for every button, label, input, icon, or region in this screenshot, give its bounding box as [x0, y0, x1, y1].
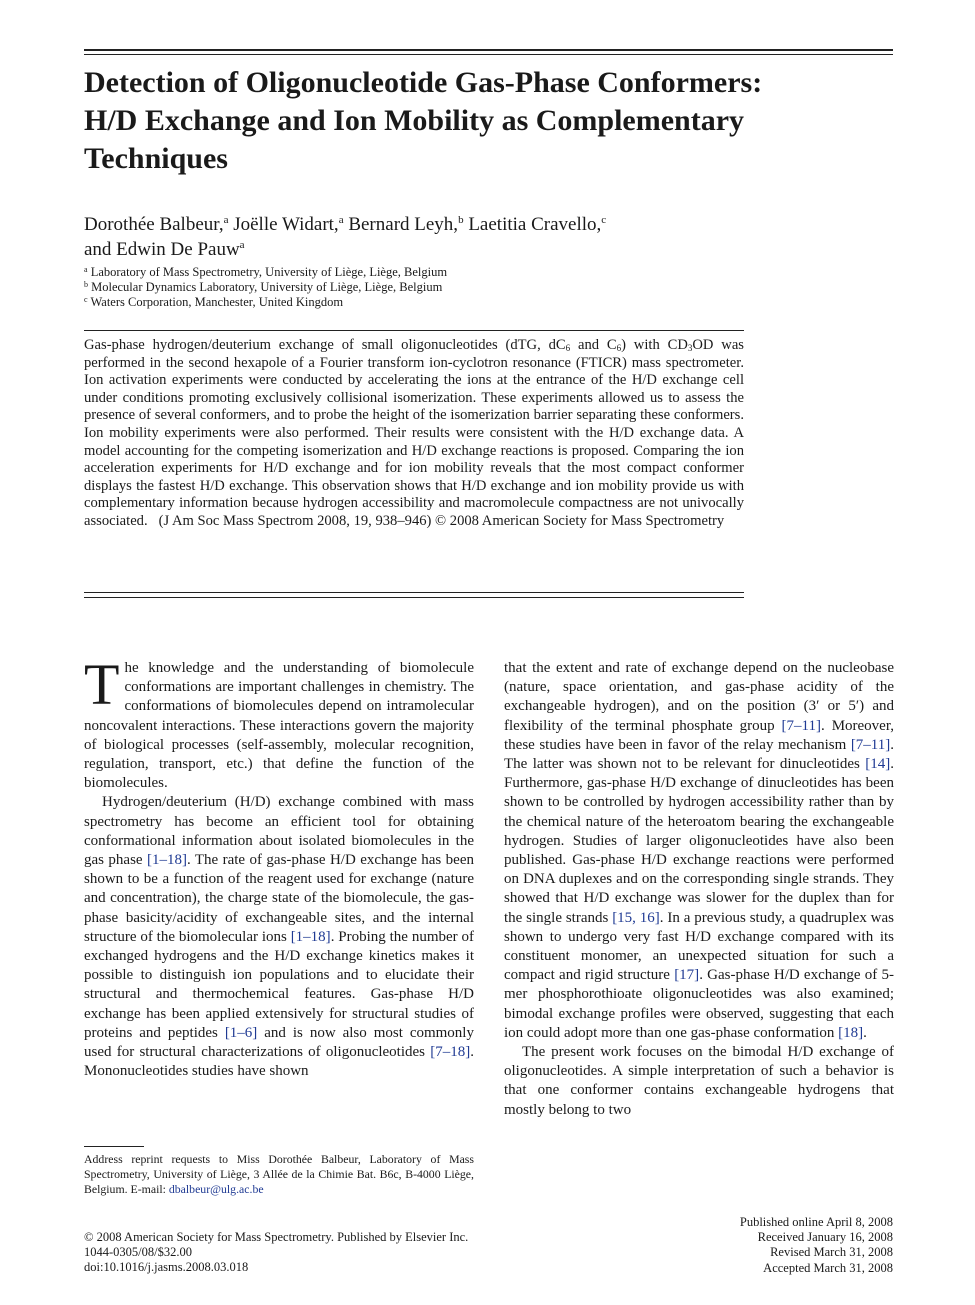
email-link[interactable]: dbalbeur@ulg.ac.be	[168, 1182, 264, 1197]
footnote-rule	[84, 1146, 144, 1147]
affiliation	[84, 295, 684, 310]
author-name: Laetitia Cravello,	[468, 214, 602, 235]
affiliation-text: Laboratory of Mass Spectrometry, University of Liège, Liège, Belgium	[90, 265, 448, 279]
footnote-text: Address reprint requests to Miss Dorothée Balbeur, Laboratory of Mass Spectrometry, University of Liège, 3 Allée de la Chimie Bat. B6c, B-4000 Liège, Belgium. E-mail:	[84, 1152, 474, 1197]
author-affiliation-mark: a	[338, 214, 344, 226]
author-affiliation-mark: a	[239, 239, 245, 251]
paragraph-text: . Gas-phase H/D exchange of 5-mer phosphorothioate oligonucleotides was also examined; bimodal exchange profiles were observed, suggesting that each ion could adopt more than one gas-phase conformation	[504, 967, 894, 1041]
citation-link[interactable]: [7–18]	[430, 1044, 471, 1061]
date-revised: Revised March 31, 2008	[770, 1245, 893, 1260]
article-dates	[600, 1215, 893, 1276]
paragraph-text: . In a previous study, a quadruplex was shown to undergo very fast H/D exchange compared with its constituent monomer, an unexpected situation for such a compact and rigid structure	[504, 909, 894, 984]
author-affiliation-mark: c	[601, 214, 607, 226]
abstract	[84, 337, 744, 531]
header-rule-top	[84, 49, 893, 51]
affiliation-text: Waters Corporation, Manchester, United Kingdom	[90, 295, 344, 309]
copyright-line: © 2008 American Society for Mass Spectrometry. Published by Elsevier Inc.	[84, 1230, 469, 1244]
subscript: 6	[565, 343, 571, 353]
paragraph-text: Hydrogen/deuterium (H/D) exchange combined with mass spectrometry has become an efficient tool for obtaining conformational information about isolated biomolecules in the gas phase	[84, 794, 474, 869]
author-name: and Edwin De Pauw	[84, 239, 240, 260]
paragraph	[504, 1043, 894, 1120]
affiliation-mark: b	[84, 280, 88, 289]
abstract-rule-top	[84, 330, 744, 331]
date-accepted: Accepted March 31, 2008	[763, 1260, 893, 1275]
citation-link[interactable]: [15, 16]	[612, 909, 660, 926]
paragraph-text: that the extent and rate of exchange depend on the nucleobase (nature, space orientation, and gas-phase acidity of the exchangeable hydrogen), and on the position (3′ or 5′) and flexibility of the terminal phosphate group	[504, 660, 894, 734]
abstract-text: OD was performed in the second hexapole of a Fourier transform ion-cyclotron resonance (FTICR) mass spectrometer. Ion activation experiments were conducted by accelerating the ions at the entrance of the H/D exchange cell under conditions promoting exclusively collisional isomerization. These experiments allowed us to assess the presence of several conformers, and to probe the height of the isomerization barrier separating these conformers. Ion mobility experiments were also performed. Their results were consistent with the H/D exchange data. A model accounting for the competing isomerization and H/D exchange reactions is proposed. Comparing the ion acceleration experiments for H/D exchange and for ion mobility reveals that the most compact conformer displays the fastest H/D exchange. This observation shows that H/D exchange and ion mobility provide us with complementary information because hydrogen accessibility and macromolecule compactness are not univocally associated.	[84, 337, 744, 529]
subscript: 6	[616, 343, 622, 353]
author-name: Dorothée Balbeur,	[84, 214, 224, 235]
abstract-text: ) with CD	[621, 337, 688, 353]
citation-link[interactable]: [7–11]	[850, 736, 891, 753]
citation-link[interactable]: [17]	[674, 967, 700, 984]
citation-link[interactable]: [1–18]	[146, 852, 187, 869]
date-received: Received January 16, 2008	[757, 1230, 893, 1245]
doi-line: doi:10.1016/j.jasms.2008.03.018	[84, 1260, 249, 1275]
body-column-left	[84, 652, 474, 1081]
correspondence-footnote	[84, 1152, 474, 1198]
author-name: Joëlle Widart,	[233, 214, 339, 235]
paragraph-text: . The latter was shown not to be relevant for dinucleotides	[504, 736, 894, 773]
paragraph-text: . Moreover, these studies have been in favor of the relay mechanism	[504, 717, 894, 753]
author-name: Bernard Leyh,	[348, 214, 459, 235]
affiliation-mark: c	[84, 295, 88, 304]
paragraph	[504, 659, 894, 1043]
citation-link[interactable]: [1–18]	[290, 928, 331, 945]
abstract-text: Gas-phase hydrogen/deuterium exchange of small oligonucleotides (dTG, dC	[84, 337, 566, 353]
body-column-right	[504, 659, 894, 1120]
author-affiliation-mark: a	[223, 214, 229, 226]
abstract-rule-bottom-1	[84, 592, 744, 593]
citation-link[interactable]: [18]	[838, 1024, 864, 1041]
paragraph-text: he knowledge and the understanding of biomolecule conformations are important challenges in chemistry. The conformations of biomolecules depend on intramolecular noncovalent interactions. These interactions govern the majority of biological processes (self-assembly, molecular recognition, regulation, transport, etc.) that define the function of the biomolecules.	[84, 660, 474, 792]
citation-link[interactable]: [7–11]	[781, 717, 821, 734]
paragraph-text: . Furthermore, gas-phase H/D exchange of dinucleotides has been shown to be controlled by hydrogen accessibility rather than by the chemical nature of the heteroatom bearing the exchangeable hydrogen. Studies of larger oligonucleotides have also been published. Gas-phase H/D exchange reactions were performed on DNA duplexes and on the corresponding single strands. They showed that H/D exchange was slower for the duplex than for the single strands	[504, 756, 894, 926]
abstract-rule-bottom-2	[84, 597, 744, 598]
date-published-online: Published online April 8, 2008	[739, 1215, 893, 1229]
author-list	[84, 212, 784, 262]
affiliation	[84, 280, 684, 295]
citation-link[interactable]: [14]	[865, 756, 891, 773]
drop-cap: T	[84, 652, 120, 717]
article-title: Detection of Oligonucleotide Gas-Phase Conformers: H/D Exchange and Ion Mobility as Complementary Techniques	[84, 66, 763, 175]
paragraph	[84, 793, 474, 1081]
paragraph	[84, 652, 474, 793]
paragraph-text: and is now also most commonly used for structural characterizations of oligonucleotides	[84, 1024, 474, 1061]
paragraph-text: The present work focuses on the bimodal H/D exchange of oligonucleotides. A simple interpretation of such a behavior is that one conformer contains exchangeable hydrogens that mostly belong to two	[504, 1044, 894, 1118]
abstract-text: and C	[570, 337, 617, 353]
affiliation-mark: a	[84, 265, 88, 274]
affiliation	[84, 265, 684, 280]
publication-info	[84, 1230, 554, 1276]
abstract-citation: (J Am Soc Mass Spectrom 2008, 19, 938–946) © 2008 American Society for Mass Spectrometry	[158, 512, 725, 529]
subscript: 3	[687, 343, 693, 353]
author-affiliation-mark: b	[458, 214, 464, 226]
paragraph-text: . Probing the number of exchanged hydrogens and the H/D exchange kinetics makes it possible to distinguish ion populations and to elucidate their structural and thermochemical features. Gas-phase H/D exchange has been applied extensively for structural studies of proteins and peptides	[84, 928, 474, 1041]
affiliation-text: Molecular Dynamics Laboratory, University of Liège, Liège, Belgium	[91, 280, 443, 294]
issn-line: 1044-0305/08/$32.00	[84, 1245, 192, 1260]
paragraph-text: . The rate of gas-phase H/D exchange has been shown to be a function of the reagent used for exchange (nature and concentration), the charge state of the biomolecule, the gas-phase basicity/acidity of exchangeable sites, and the internal structure of the biomolecular ions	[84, 852, 474, 945]
citation-link[interactable]: [1–6]	[224, 1024, 258, 1041]
affiliation-list	[84, 265, 684, 310]
header-rule-bottom	[84, 54, 893, 55]
paragraph-text: .	[863, 1024, 867, 1041]
paragraph-text: . Mononucleotides studies have shown	[84, 1044, 474, 1080]
